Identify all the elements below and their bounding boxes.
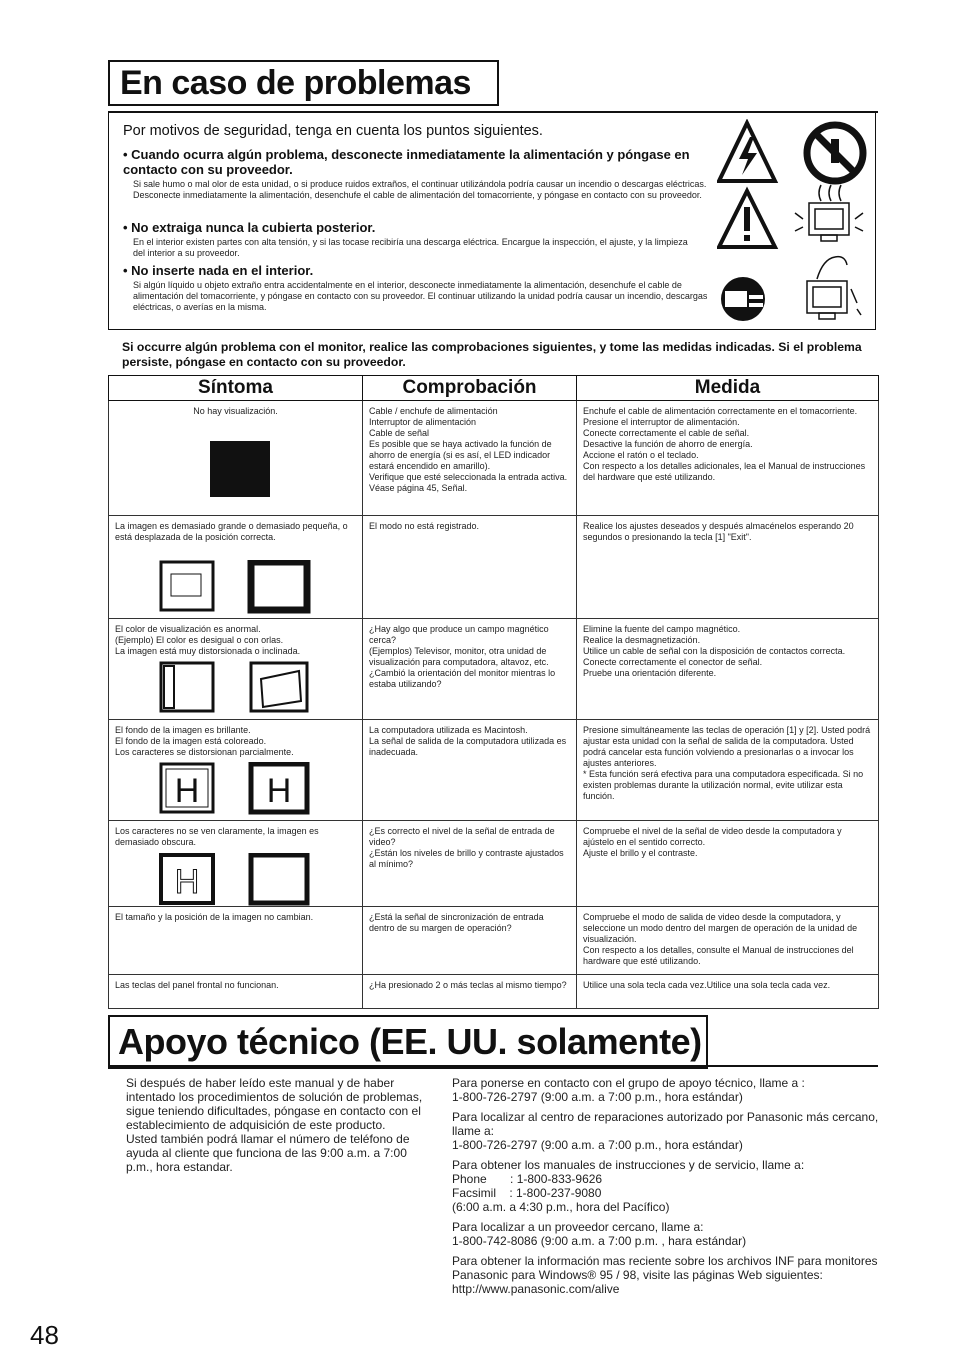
action-cell: Presione simultáneamente las teclas de operación [1] y [2]. Usted podrá ajustar esta unidad con la señal de salida de la computadora. Usted podrá cancelar esta función volviendo a presionarlas o a invocar los ajustes anteriores. * Esta función será efectiva para una computadora especificada. Si no existen problemas durante la utilización normal, evite utilizar esta función.: [577, 720, 879, 821]
check-cell: ¿Está la señal de sincronización de entrada dentro de su margen de operación?: [363, 907, 577, 975]
safety-item-text: Si algún líquido u objeto extraño entra accidentalmente en el interior, desconecte inmediatamente la alimentación, desenchufe el cable de alimentación del tomacorriente, y póngase en contacto con su proveedor. El continuar utilizando la unidad podría causar un incendio, descargas eléctricas, o averías en la misma.: [133, 280, 708, 312]
symptom-cell: [109, 516, 363, 619]
support-paragraph: Para obtener los manuales de instrucciones y de servicio, llame a: Phone : 1-800-833-9626 Facsimil : 1-800-237-9080 (6:00 a.m. a 4:30 p.m., hora del Pacífico): [452, 1158, 805, 1214]
symptom-cell: Las teclas del panel frontal no funcionan.: [109, 975, 363, 1009]
dark-image-pictogram: [159, 853, 319, 907]
table-row: [109, 720, 879, 821]
action-cell: Utilice una sola tecla cada vez.Utilice una sola tecla cada vez.: [577, 975, 879, 1009]
action-cell: Realice los ajustes deseados y después almacénelos esperando 20 segundos o presionando la tecla [1] "Exit".: [577, 516, 879, 619]
safety-item-text: En el interior existen partes con alta tensión, y si las tocase recibiría una descarga eléctrica. Encargue la inspección, el ajuste, y la limpieza del interior a su proveedor.: [133, 237, 688, 258]
action-cell: Elimine la fuente del campo magnético. Realice la desmagnetización. Utilice un cable de señal con la disposición de contactos correcta. Conecte correctamente el conector de señal. Pruebe una orientación diferente.: [577, 619, 879, 720]
caution-icon: [719, 191, 775, 247]
symptom-text: Los caracteres no se ven claramente, la imagen es demasiado obscura.: [115, 826, 319, 847]
liquid-spill-monitor-icon: [807, 257, 861, 319]
pictogram-letter: H: [266, 772, 292, 810]
smoking-monitor-icon: [795, 185, 863, 241]
symptom-cell: [109, 821, 363, 907]
table-row: [109, 907, 879, 975]
warning-pictograms: [717, 119, 875, 327]
support-rule: [108, 1065, 878, 1067]
safety-item-text: Si sale humo o mal olor de esta unidad, o si produce ruidos extraños, el continuar utilizándola podría causar un incendio o descargas eléctricas. Desconecte inmediatamente la alimentación, desenchufe el cable de alimentación del tomacorriente, y póngase en contacto con su proveedor.: [133, 179, 707, 200]
check-cell: ¿Hay algo que produce un campo magnético cerca? (Ejemplos) Televisor, monitor, otra unidad de visualización para computadora, altavoz, etc. ¿Cambió la orientación del monitor mientras lo estaba utilizando?: [363, 619, 577, 720]
symptom-cell: [109, 619, 363, 720]
check-cell: Cable / enchufe de alimentación Interruptor de alimentación Cable de señal Es posible que se haya activado la función de ahorro de energía (si es así, el LED indicador estará encendido en amarillo). Verifique que esté seleccionada la entrada activa. Véase página 45, Señal.: [363, 401, 577, 516]
table-row: [109, 975, 879, 1009]
header-symptom: Síntoma: [109, 376, 363, 401]
image-size-pictogram: [159, 560, 319, 614]
unplug-icon: [721, 277, 765, 321]
support-title: Apoyo técnico (EE. UU. solamente): [118, 1021, 702, 1062]
action-cell: Compruebe el nivel de la señal de video desde la computadora y ajústelo en el sentido correcto. Ajuste el brillo y el contraste.: [577, 821, 879, 907]
support-paragraph: Para localizar al centro de reparaciones autorizado por Panasonic más cercano, llame a: 1-800-726-2797 (9:00 a.m. a 7:00 p.m., hora estándar): [452, 1110, 879, 1152]
troubleshooting-table: [108, 375, 879, 1009]
table-header-row: [109, 376, 879, 401]
symptom-text: El fondo de la imagen es brillante. El fondo de la imagen está coloreado. Los caracteres se distorsionan parcialmente.: [115, 725, 294, 757]
page-title: En caso de problemas: [120, 64, 471, 102]
pictogram-letter: H: [174, 772, 200, 810]
support-paragraph: Para localizar a un proveedor cercano, llame a: 1-800-742-8086 (9:00 a.m. a 7:00 p.m. , hara estándar): [452, 1220, 747, 1248]
symptom-cell: [109, 401, 363, 516]
symptom-text: No hay visualización.: [193, 406, 278, 416]
check-cell: El modo no está registrado.: [363, 516, 577, 619]
table-row: [109, 619, 879, 720]
symptom-text: La imagen es demasiado grande o demasiado pequeña, o está desplazada de la posición correcta.: [115, 521, 348, 542]
support-paragraph: Para obtener la información mas reciente sobre los archivos INF para monitores Panasonic para Windows® 95 / 98, visite las páginas Web siguientes: http://www.panasonic.com/alive: [452, 1254, 878, 1296]
action-cell: Compruebe el modo de salida de video desde la computadora, y seleccione un modo dentro del margen de operación de la unidad de visualización. Con respecto a los detalles, consulte el Manual de instrucciones del hardware que esté utilizando.: [577, 907, 879, 975]
action-cell: Enchufe el cable de alimentación correctamente en el tomacorriente. Presione el interruptor de alimentación. Conecte correctamente el cable de señal. Desactive la función de ahorro de energía. Accione el ratón o el teclado. Con respecto a los detalles adicionales, lea el Manual de instrucciones del hardware que esté utilizando.: [577, 401, 879, 516]
section-title-box: [108, 60, 499, 106]
safety-item-heading: • No inserte nada en el interior.: [123, 263, 314, 278]
check-cell: La computadora utilizada es Macintosh. La señal de salida de la computadora utilizada es inadecuada.: [363, 720, 577, 821]
no-disassembly-icon: [807, 125, 863, 181]
header-check: Comprobación: [363, 376, 577, 401]
support-paragraph: Para ponerse en contacto con el grupo de apoyo técnico, llame a : 1-800-726-2797 (9:00 a.m. a 7:00 p.m., hora estándar): [452, 1076, 805, 1104]
symptom-cell: El tamaño y la posición de la imagen no cambian.: [109, 907, 363, 975]
distorted-image-pictogram: [159, 661, 319, 715]
table-row: [109, 821, 879, 907]
check-instructions: Si occurre algún problema con el monitor, realice las comprobaciones siguientes, y tome las medidas indicadas. Si el problema persiste, póngase en contacto con su proveedor.: [122, 340, 862, 369]
header-action: Medida: [577, 376, 879, 401]
safety-item-heading: • No extraiga nunca la cubierta posterior.: [123, 220, 376, 235]
pictogram-letter: H: [174, 863, 200, 901]
check-cell: ¿Es correcto el nivel de la señal de entrada de video? ¿Están los niveles de brillo y contraste ajustados al mínimo?: [363, 821, 577, 907]
safety-item-heading: • Cuando ocurra algún problema, desconecte inmediatamente la alimentación y póngase en contacto con su proveedor.: [123, 147, 690, 177]
symptom-cell: [109, 720, 363, 821]
safety-intro: Por motivos de seguridad, tenga en cuenta los puntos siguientes.: [123, 123, 543, 139]
table-row: [109, 401, 879, 516]
support-title-box: [108, 1015, 708, 1069]
electric-shock-warning-icon: [719, 123, 775, 181]
check-cell: ¿Ha presionado 2 o más teclas al mismo tiempo?: [363, 975, 577, 1009]
blank-screen-pictogram: [210, 441, 270, 497]
page-number: 48: [30, 1320, 59, 1350]
support-contacts: [452, 1076, 882, 1302]
symptom-text: El color de visualización es anormal. (Ejemplo) El color es desigual o con orlas. La imagen está muy distorsionada o inclinada.: [115, 624, 301, 656]
support-intro: Si después de haber leído este manual y de haber intentado los procedimientos de solución de problemas, sigue teniendo dificultades, póngase en contacto con el establecimiento de adquisición de este producto. Usted también podrá llamar el número de teléfono de ayuda al cliente que funciona de las 9:00 a.m. a 7:00 p.m., hora estandar.: [126, 1076, 423, 1174]
bright-background-pictogram: [159, 762, 319, 816]
safety-notice: [108, 112, 876, 330]
table-row: [109, 516, 879, 619]
